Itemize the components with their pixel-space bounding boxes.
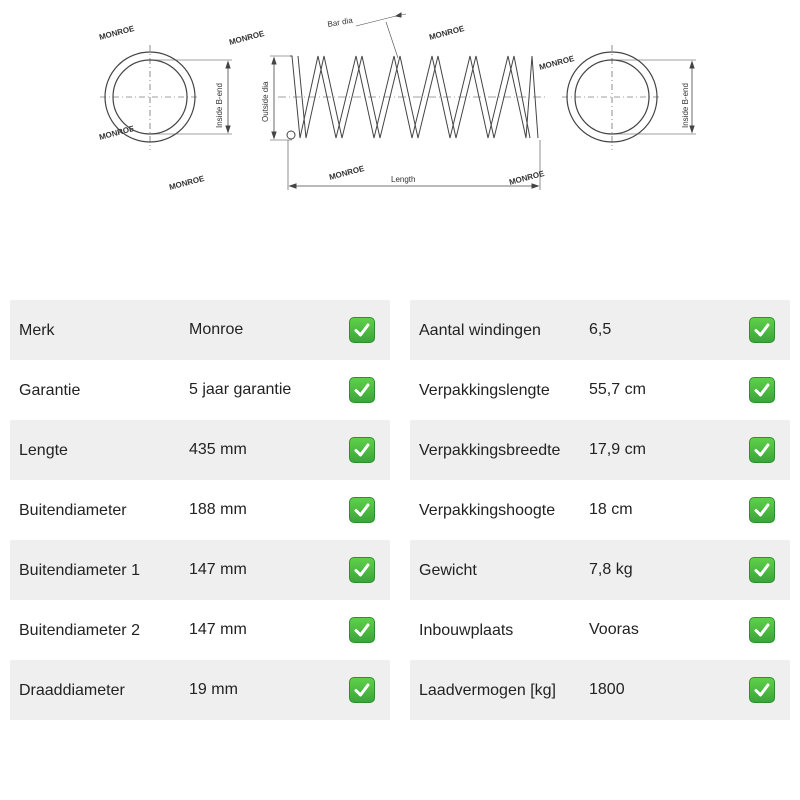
check-mark-icon <box>749 317 775 343</box>
spec-value: 435 mm <box>189 441 247 458</box>
inside-bend-label-left: Inside B-end <box>215 83 224 128</box>
spring-side-view <box>270 13 548 190</box>
spec-row <box>10 480 390 540</box>
check-mark-icon <box>749 557 775 583</box>
spec-row <box>410 300 790 360</box>
spec-label: Draaddiameter <box>19 682 125 699</box>
watermark-logos <box>98 24 576 192</box>
spec-label: Buitendiameter 2 <box>19 622 140 639</box>
spec-value: 1800 <box>589 681 625 698</box>
check-mark-icon <box>749 377 775 403</box>
spec-label: Buitendiameter <box>19 502 127 519</box>
spec-table-left <box>10 300 390 720</box>
spec-value: Vooras <box>589 621 639 638</box>
spec-value: 55,7 cm <box>589 381 646 398</box>
spec-value: 19 mm <box>189 681 238 698</box>
spec-value: 188 mm <box>189 501 247 518</box>
spec-row <box>10 660 390 720</box>
svg-text:MONROE: MONROE <box>538 53 576 72</box>
spec-label: Aantal windingen <box>419 322 541 339</box>
spec-label: Lengte <box>19 442 68 459</box>
spec-row <box>410 540 790 600</box>
spec-label: Buitendiameter 1 <box>19 562 140 579</box>
svg-text:MONROE: MONROE <box>328 163 366 182</box>
spec-label: Verpakkingslengte <box>419 382 550 399</box>
check-mark-icon <box>349 617 375 643</box>
check-mark-icon <box>349 437 375 463</box>
spec-row <box>10 600 390 660</box>
svg-text:MONROE: MONROE <box>428 23 466 42</box>
spec-value: 147 mm <box>189 621 247 638</box>
svg-text:MONROE: MONROE <box>98 23 136 42</box>
outside-dia-label: Outside dia <box>261 81 270 122</box>
svg-text:MONROE: MONROE <box>508 168 546 187</box>
spec-value: 6,5 <box>589 321 612 338</box>
spec-value: 17,9 cm <box>589 441 646 458</box>
spec-value: 18 cm <box>589 501 633 518</box>
spec-value: 147 mm <box>189 561 247 578</box>
check-mark-icon <box>749 497 775 523</box>
spec-row <box>410 420 790 480</box>
bar-dia-label: Bar dia <box>326 15 354 29</box>
spec-row <box>410 360 790 420</box>
length-label: Length <box>391 175 416 184</box>
spec-row <box>10 300 390 360</box>
spec-value: 7,8 kg <box>589 561 633 578</box>
spec-row <box>10 540 390 600</box>
spec-label: Laadvermogen [kg] <box>419 682 556 699</box>
check-mark-icon <box>349 677 375 703</box>
check-mark-icon <box>749 617 775 643</box>
svg-text:MONROE: MONROE <box>228 28 266 47</box>
spec-row <box>410 660 790 720</box>
check-mark-icon <box>349 557 375 583</box>
inside-bend-label-right: Inside B-end <box>681 83 690 128</box>
svg-text:MONROE: MONROE <box>168 173 206 192</box>
spec-value: 5 jaar garantie <box>189 381 292 398</box>
check-mark-icon <box>349 377 375 403</box>
spec-row <box>410 600 790 660</box>
spec-label: Garantie <box>19 382 81 399</box>
spec-label: Gewicht <box>419 562 477 579</box>
right-end-view <box>562 45 696 150</box>
coil-spring-diagram <box>0 0 800 200</box>
check-mark-icon <box>749 437 775 463</box>
spec-label: Verpakkingshoogte <box>419 502 556 519</box>
spec-row <box>10 420 390 480</box>
check-mark-icon <box>749 677 775 703</box>
check-mark-icon <box>349 497 375 523</box>
spec-label: Merk <box>19 322 55 339</box>
svg-text:MONROE: MONROE <box>98 123 136 142</box>
spec-table-right <box>410 300 790 720</box>
check-mark-icon <box>349 317 375 343</box>
spec-row <box>410 480 790 540</box>
spec-label: Inbouwplaats <box>419 622 514 639</box>
spec-row <box>10 360 390 420</box>
spec-value: Monroe <box>189 321 244 338</box>
spec-label: Verpakkingsbreedte <box>419 442 561 459</box>
